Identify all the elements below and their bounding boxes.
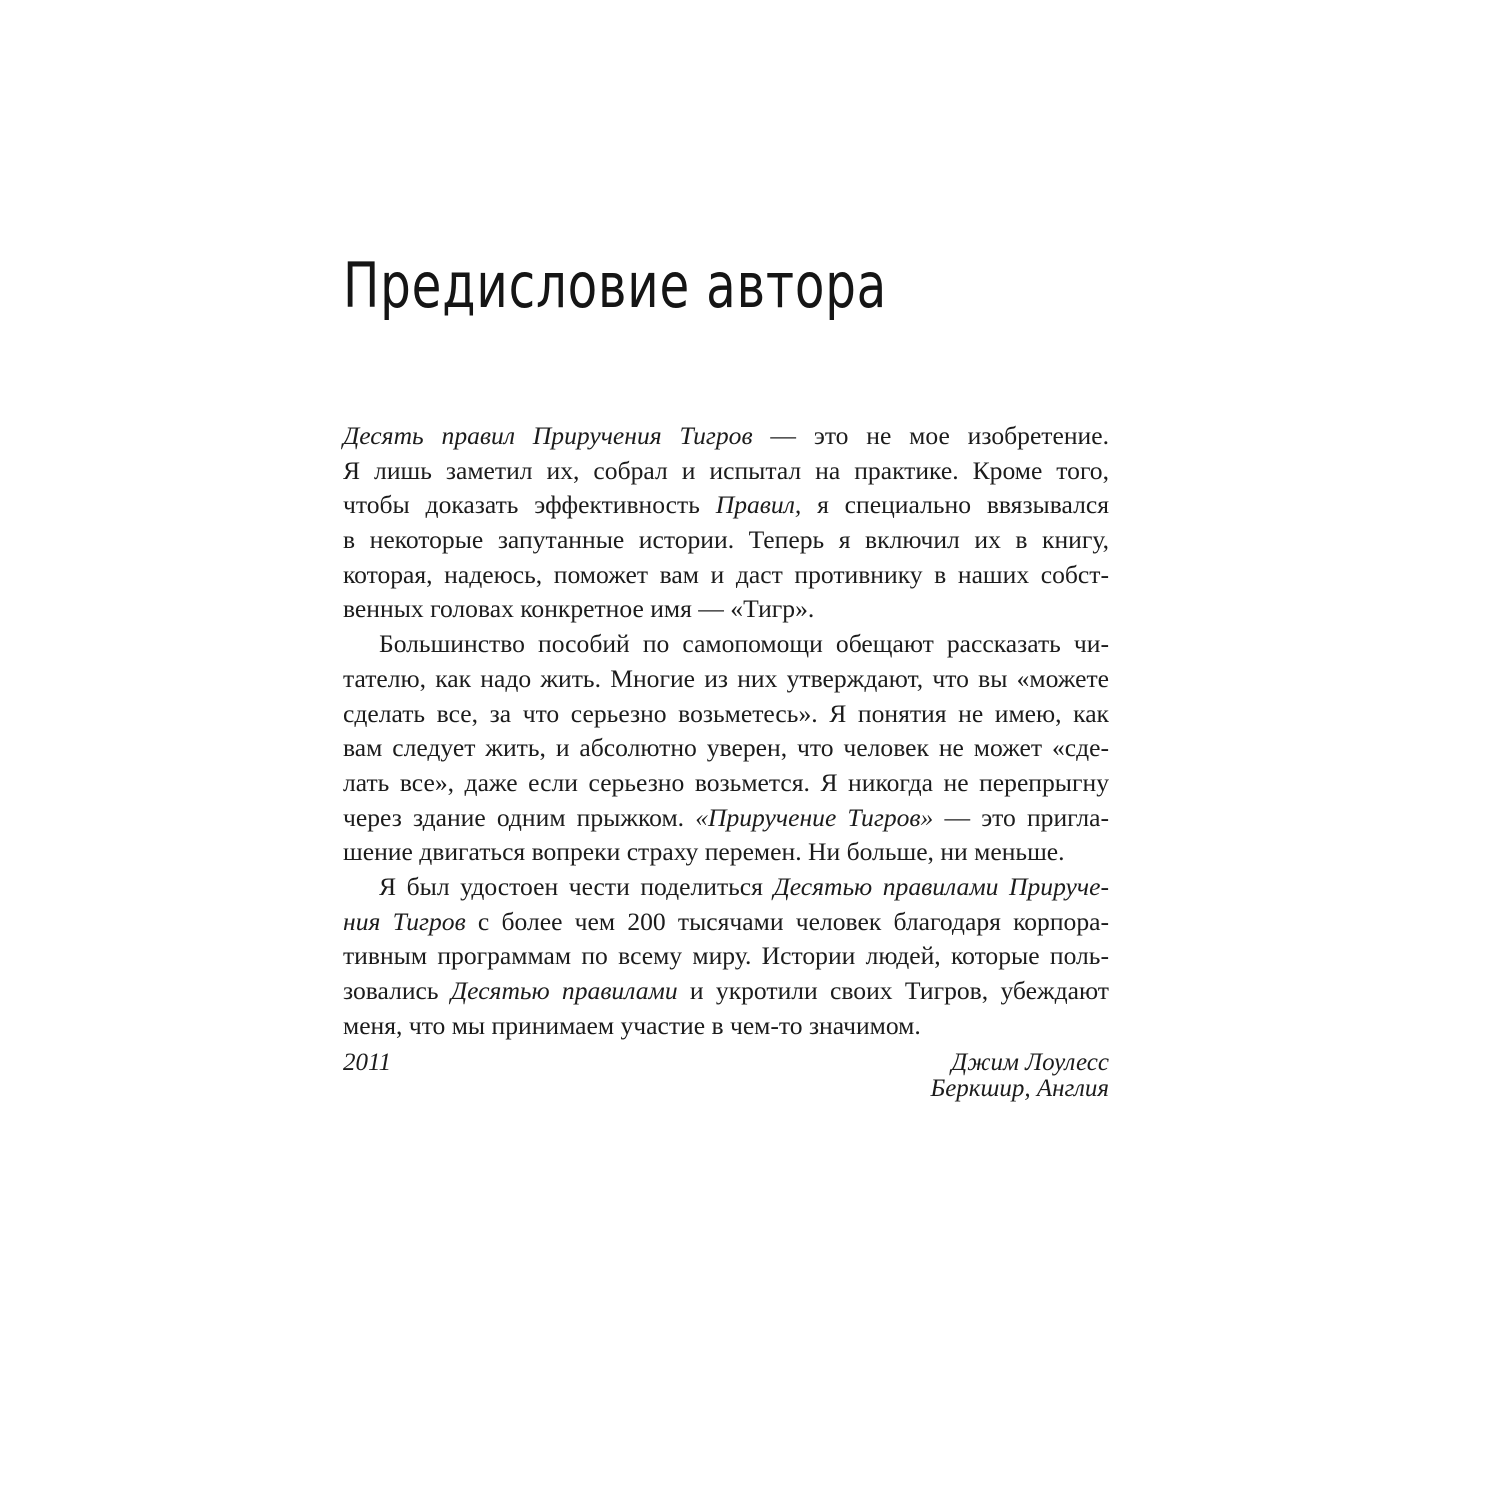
text-line (343, 801, 1109, 836)
text-line (343, 592, 1109, 627)
text-segment: и укротили своих Тигров, убеждают (677, 976, 1109, 1005)
text-segment: — это не мое изобретение. (752, 421, 1109, 450)
text-segment: я специально ввязывался (801, 490, 1109, 520)
text-line (343, 419, 1109, 454)
text-line (343, 870, 1109, 905)
signature-year: 2011 (343, 1049, 392, 1076)
italic-text: ния Тигров (343, 906, 466, 936)
text-segment: Я был удостоен чести поделиться (379, 871, 774, 901)
text-line (343, 697, 1109, 732)
preface-text (343, 419, 1109, 1043)
italic-text: Десять правил Приручения Тигров (343, 421, 753, 450)
text-segment: лать все», даже если серьезно возьмется. Я никогда не перепрыгну (343, 767, 1109, 797)
text-segment: тивным программам по всему миру. Истории людей, которые поль- (343, 941, 1109, 971)
text-segment: с более чем 200 тысячами человек благодаря корпора- (465, 906, 1109, 936)
text-segment: меня, что мы принимаем участие в чем-то значимом. (343, 1010, 921, 1040)
paragraph-3 (343, 870, 1109, 1043)
paragraph-2 (343, 627, 1109, 870)
text-segment: — это пригла- (933, 802, 1109, 832)
text-segment: Большинство пособий по самопомощи обещают рассказать чи- (379, 629, 1109, 659)
signature-place: Беркшир, Англия (930, 1075, 1109, 1102)
text-line (343, 974, 1109, 1009)
text-line (343, 905, 1109, 940)
text-line (343, 939, 1109, 974)
text-line (343, 731, 1109, 766)
text-line (343, 1009, 1109, 1044)
text-segment: тателю, как надо жить. Многие из них утверждают, что вы «можете (343, 663, 1109, 693)
italic-text: Десятью правилами Приручe- (773, 871, 1109, 901)
text-segment: через здание одним прыжком. (343, 802, 696, 832)
text-line (343, 454, 1109, 489)
text-line (343, 835, 1109, 870)
text-segment: сделать все, за что серьезно возьметесь». Я понятия не имею, как (343, 698, 1109, 728)
text-segment: венных головах конкретное имя — «Тигр». (343, 594, 815, 624)
italic-text: «Приручение Тигров» (695, 802, 934, 832)
text-segment: в некоторые запутанные истории. Теперь я включил их в книгу, (343, 525, 1109, 555)
text-line (343, 558, 1109, 593)
text-segment: Я лишь заметил их, собрал и испытал на практике. Кроме того, (343, 455, 1109, 485)
italic-text: Правил, (715, 490, 802, 520)
text-segment: которая, надеюсь, поможет вам и даст противнику в наших собст- (343, 559, 1109, 589)
text-line (343, 488, 1109, 523)
signature-author: Джим Лоулесс (951, 1049, 1109, 1076)
text-segment: зовались (343, 976, 451, 1005)
paragraph-1 (343, 419, 1109, 627)
text-segment: чтобы доказать эффективность (343, 490, 716, 520)
page-title: Предисловие автора (343, 249, 888, 322)
text-line (343, 627, 1109, 662)
text-segment: вам следует жить, и абсолютно уверен, что человек не может «сде- (343, 733, 1109, 763)
text-segment: шение двигаться вопреки страху перемен. Ни больше, ни меньше. (343, 837, 1065, 867)
italic-text: Десятью правилами (450, 976, 678, 1005)
text-line (343, 523, 1109, 558)
text-line (343, 766, 1109, 801)
text-line (343, 662, 1109, 697)
